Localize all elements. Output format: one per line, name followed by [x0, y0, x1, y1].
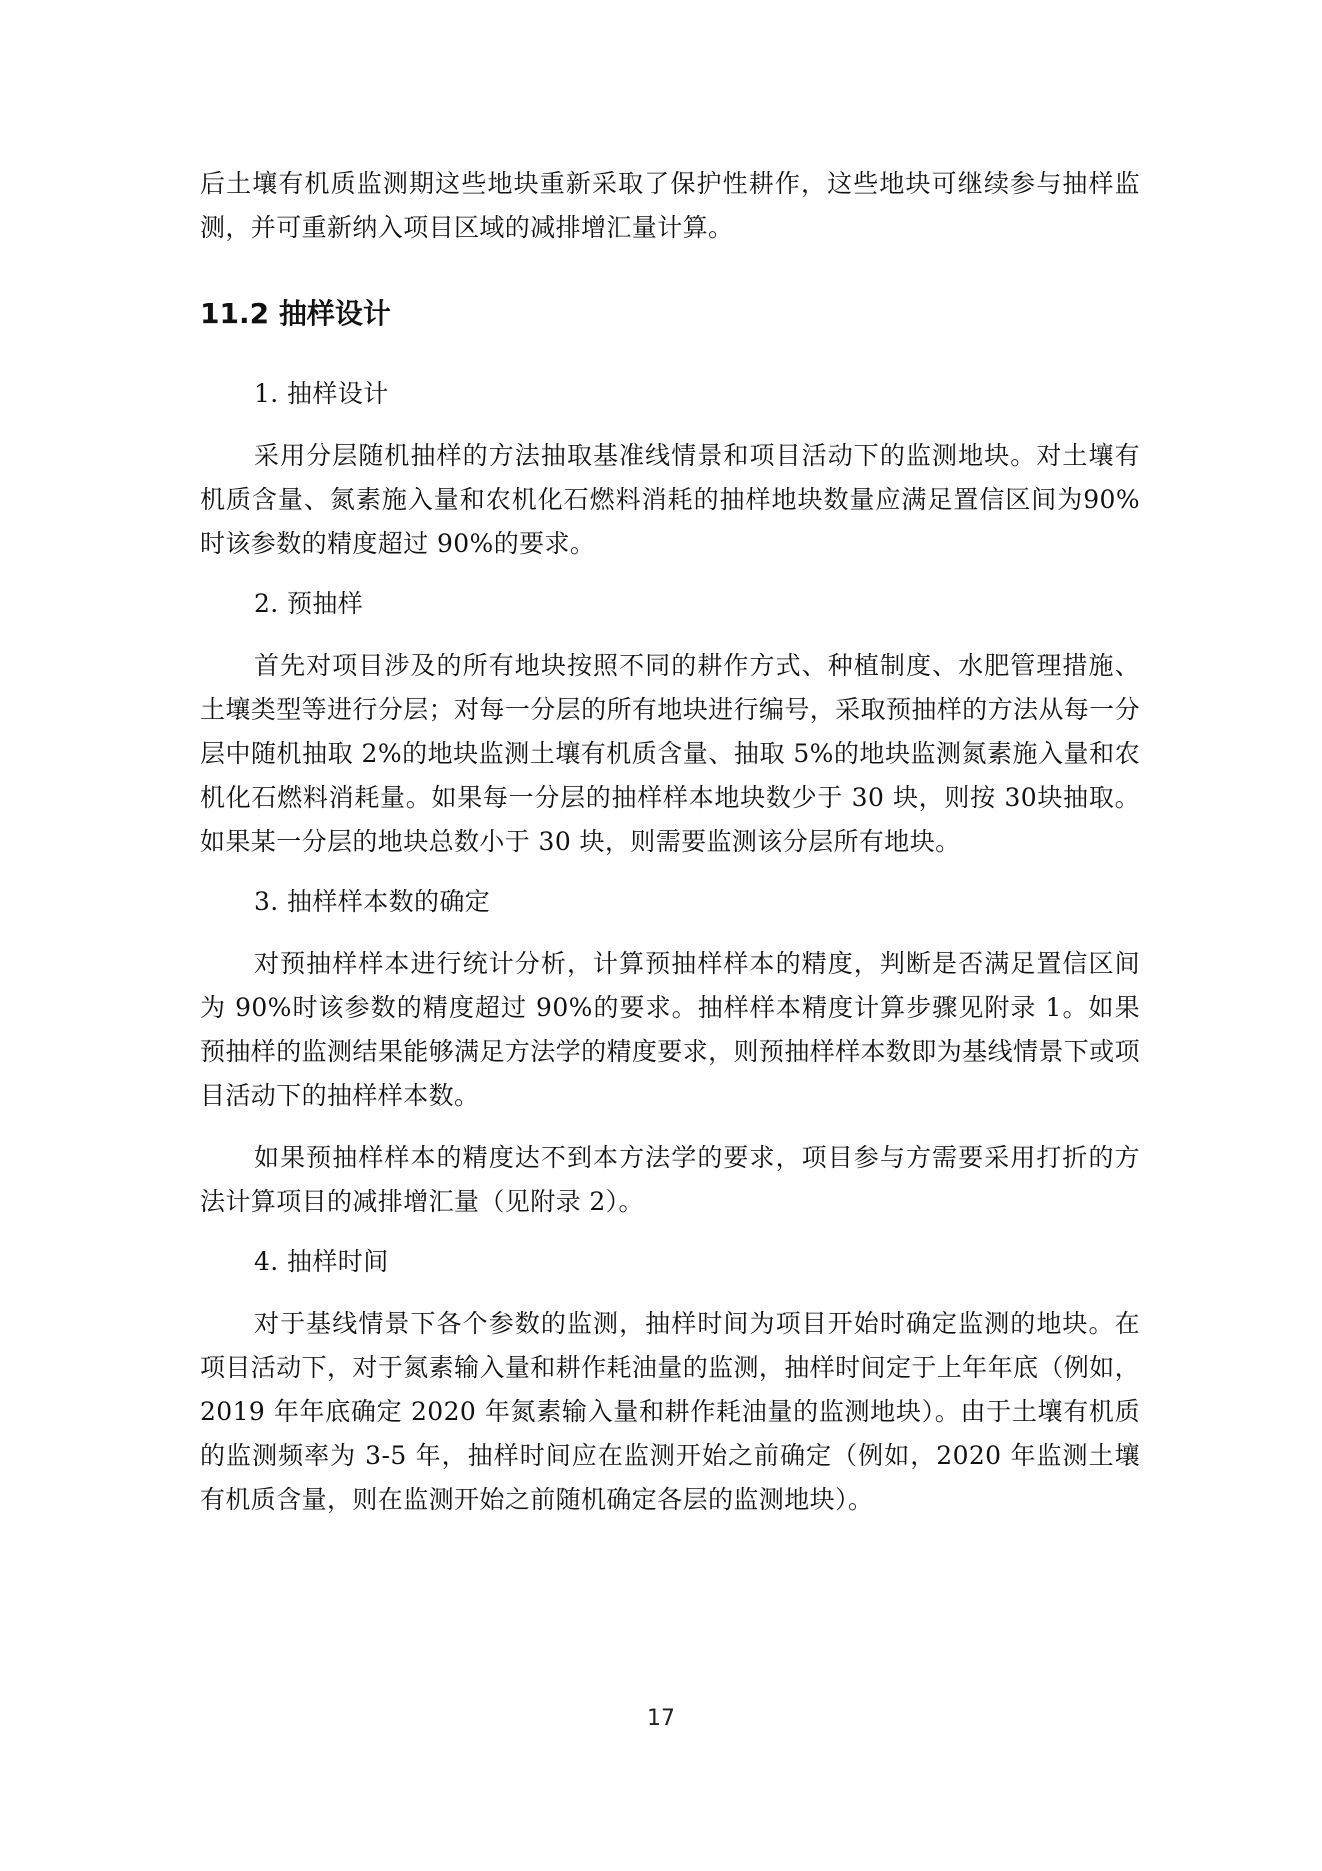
- item-sampling-design: [200, 372, 1140, 566]
- item-sampling-time: [200, 1240, 1140, 1522]
- body-paragraph: 对预抽样样本进行统计分析，计算预抽样样本的精度，判断是否满足置信区间为 90%时该参数的精度超过 90%的要求。抽样样本精度计算步骤见附录 1。如果预抽样的监测结果能够满足方法学的精度要求，则预抽样样本数即为基线情景下或项目活动下的抽样样本数。: [200, 949, 1140, 1110]
- body-paragraph: 如果预抽样样本的精度达不到本方法学的要求，项目参与方需要采用打折的方法计算项目的减排增汇量（见附录 2）。: [200, 1143, 1140, 1216]
- page-number: 17: [647, 1706, 675, 1731]
- item-title: 4. 抽样时间: [254, 1247, 389, 1276]
- item-title: 2. 预抽样: [254, 589, 364, 618]
- body-paragraph: 对于基线情景下各个参数的监测，抽样时间为项目开始时确定监测的地块。在项目活动下，对于氮素输入量和耕作耗油量的监测，抽样时间定于上年年底（例如，2019 年年底确定 2020 年氮素输入量和耕作耗油量的监测地块）。由于土壤有机质的监测频率为 3-5 年，抽样时间应在监测开始之前确定（例如，2020 年监测土壤有机质含量，则在监测开始之前随机确定各层的监测地块）。: [200, 1309, 1140, 1514]
- body-paragraph: 首先对项目涉及的所有地块按照不同的耕作方式、种植制度、水肥管理措施、土壤类型等进行分层；对每一分层的所有地块进行编号，采取预抽样的方法从每一分层中随机抽取 2%的地块监测土壤有机质含量、抽取 5%的地块监测氮素施入量和农机化石燃料消耗量。如果每一分层的抽样样本地块数少于 30 块，则按 30块抽取。如果某一分层的地块总数小于 30 块，则需要监测该分层所有地块。: [200, 651, 1140, 856]
- continued-paragraph: 后土壤有机质监测期这些地块重新采取了保护性耕作，这些地块可继续参与抽样监测，并可重新纳入项目区域的减排增汇量计算。: [200, 169, 1140, 242]
- item-title: 1. 抽样设计: [254, 379, 389, 408]
- section-heading: 11.2 抽样设计: [200, 297, 391, 330]
- item-pre-sampling: [200, 582, 1140, 864]
- item-title: 3. 抽样样本数的确定: [254, 887, 491, 916]
- document-page: [200, 162, 1140, 1522]
- body-paragraph: 采用分层随机抽样的方法抽取基准线情景和项目活动下的监测地块。对土壤有机质含量、氮素施入量和农机化石燃料消耗的抽样地块数量应满足置信区间为90%时该参数的精度超过 90%的要求。: [200, 441, 1140, 558]
- item-sample-size: [200, 880, 1140, 1224]
